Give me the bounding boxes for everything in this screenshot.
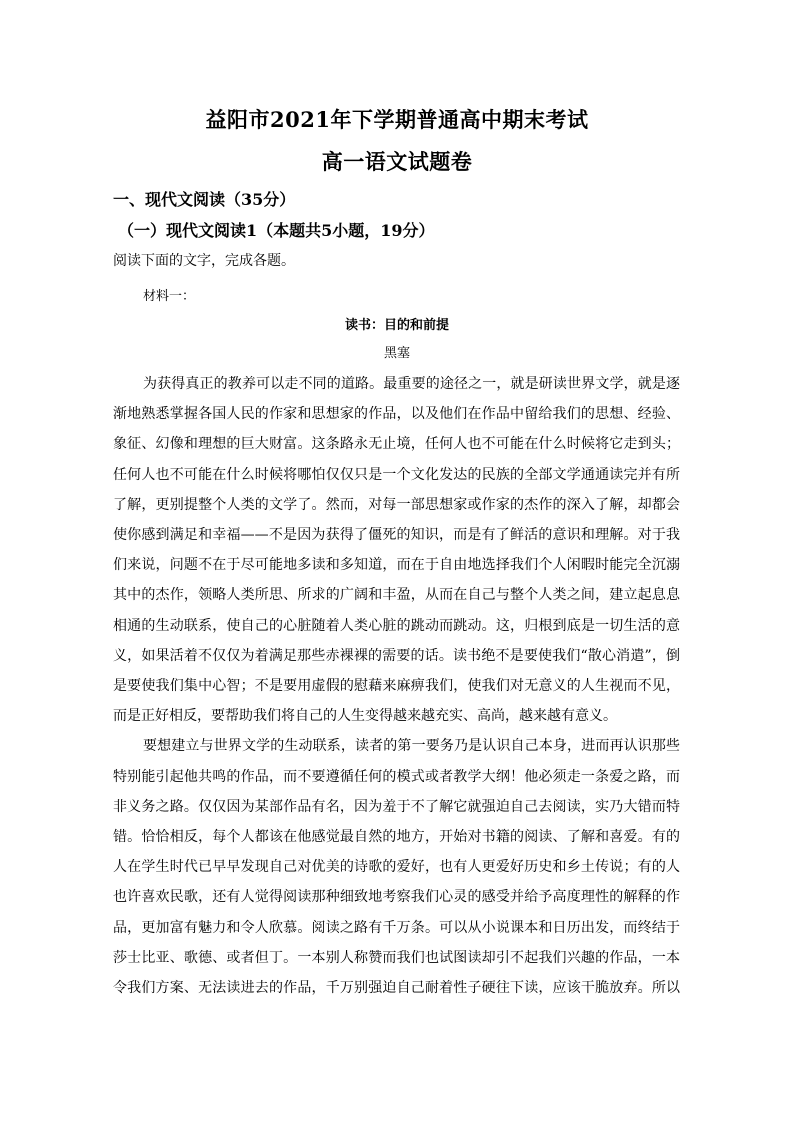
article-line: 品，更加富有魅力和令人欣慕。阅读之路有千万条。可以从小说课本和日历出发，而终结于	[113, 919, 680, 936]
article-line: 特别能引起他共鸣的作品，而不要遵循任何的模式或者教学大纲！他必须走一条爱之路，而	[113, 768, 680, 785]
article-line: 了解，更别提整个人类的文学了。然而，对每一部思想家或作家的杰作的深入了解，却都会	[113, 496, 680, 513]
article-author: 黑塞	[383, 346, 410, 361]
article-line: 渐地熟悉掌握各国人民的作家和思想家的作品，以及他们在作品中留给我们的思想、经验、	[113, 406, 680, 423]
article-line: 而是正好相反，要帮助我们将自己的人生变得越来越充实、高尚，越来越有意义。	[113, 708, 617, 725]
article-title: 读书：目的和前提	[344, 318, 449, 333]
article-line: 使你感到满足和幸福——不是因为获得了僵死的知识，而是有了鲜活的意识和理解。对于我	[113, 527, 680, 543]
article-line: 其中的杰作，领略人类所思、所求的广阔和丰盈，从而在自己与整个人类之间，建立起息息	[113, 587, 680, 604]
article-line: 象征、幻像和理想的巨大财富。这条路永无止境，任何人也不可能在什么时候将它走到头；	[113, 436, 680, 453]
article-line: 为获得真正的教养可以走不同的道路。最重要的途径之一，就是研读世界文学，就是逐	[143, 376, 680, 392]
article-line: 任何人也不可能在什么时候将哪怕仅仅只是一个文化发达的民族的全部文学通通读完并有所	[113, 466, 680, 483]
instruction-text: 阅读下面的文字，完成各题。	[113, 253, 295, 269]
subsection-heading: （一）现代文阅读1（本题共5小题，19分）	[118, 221, 435, 240]
article-line: 相通的生动联系，使自己的心脏随着人类心脏的跳动而跳动。这，归根到底是一切生活的意	[113, 617, 680, 634]
article-line: 人在学生时代已早早发现自己对优美的诗歌的爱好，也有人更爱好历史和乡土传说；有的人	[113, 859, 680, 876]
article-line: 义，如果活着不仅仅为着满足那些赤裸裸的需要的话。读书绝不是要使我们“散心消遣”，倒	[113, 647, 680, 664]
section-heading: 一、现代文阅读（35分）	[113, 190, 296, 209]
material-label: 材料一：	[143, 289, 196, 304]
article-line: 们来说，问题不在于尽可能地多读和多知道，而在于自由地选择我们个人闲暇时能完全沉溺	[113, 557, 680, 574]
article-line: 非义务之路。仅仅因为某部作品有名，因为羞于不了解它就强迫自己去阅读，实乃大错而特	[113, 798, 680, 815]
article-line: 要想建立与世界文学的生动联系，读者的第一要务乃是认识自己本身，进而再认识那些	[143, 738, 680, 755]
article-line: 错。恰恰相反，每个人都该在他感觉最自然的地方，开始对书籍的阅读、了解和喜爱。有的	[113, 829, 680, 845]
exam-title: 益阳市2021年下学期普通高中期末考试	[205, 107, 589, 132]
article-line: 令我们方案、无法读进去的作品，千万别强迫自己耐着性子硬往下读，应该干脆放弃。所以	[113, 980, 680, 996]
article-line: 也许喜欢民歌，还有人觉得阅读那种细致地考察我们心灵的感受并给予高度理性的解释的作	[113, 889, 680, 906]
article-line: 莎士比亚、歌德、或者但丁。一本别人称赞而我们也试图读却引不起我们兴趣的作品，一本	[113, 949, 680, 966]
exam-subtitle: 高一语文试题卷	[321, 149, 473, 174]
article-line: 是要使我们集中心智；不是要用虚假的慰藉来麻痹我们，使我们对无意义的人生视而不见，	[113, 678, 680, 694]
